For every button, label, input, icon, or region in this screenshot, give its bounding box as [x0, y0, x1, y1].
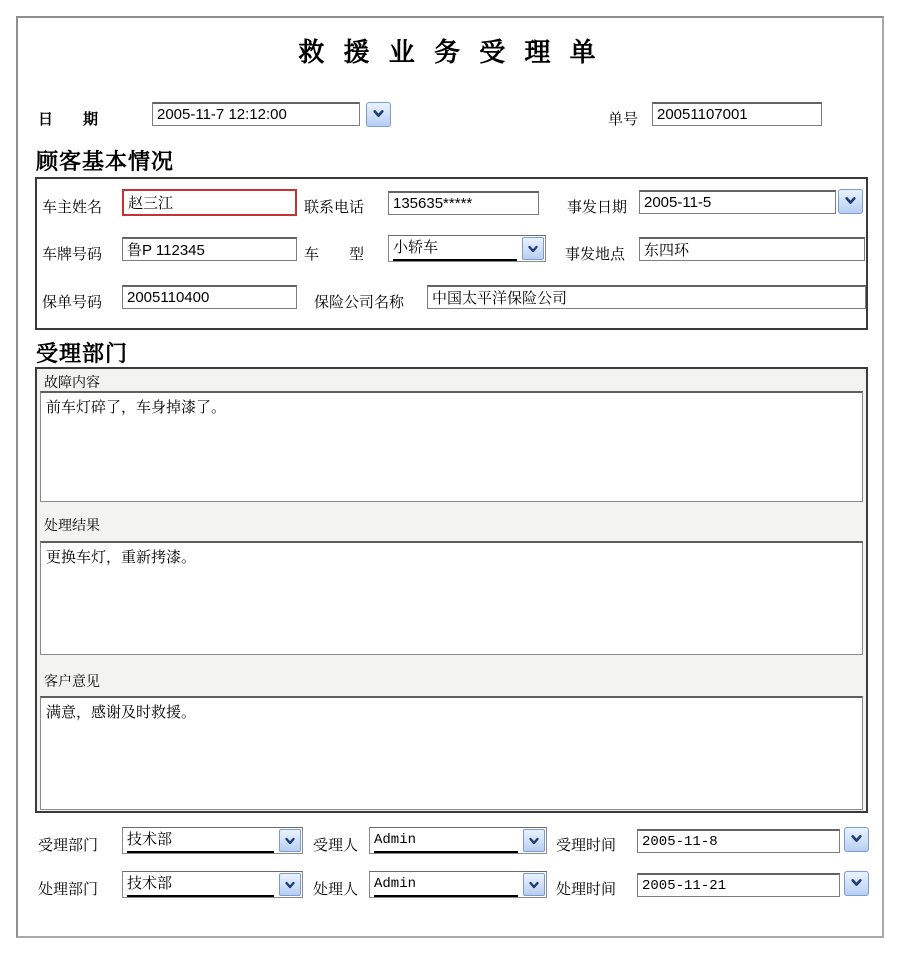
acceptor-value: Admin	[374, 829, 518, 853]
process-dept-select[interactable]	[122, 871, 303, 898]
customer-feedback-textarea[interactable]	[40, 696, 863, 810]
handle-result-textarea[interactable]	[40, 541, 863, 655]
vehicle-type-value: 小轿车	[393, 237, 517, 261]
process-time-dropdown-button[interactable]	[844, 871, 869, 896]
chevron-down-icon	[850, 876, 863, 892]
incident-date-label: 事发日期	[567, 199, 628, 216]
process-time-input[interactable]	[637, 873, 840, 897]
chevron-down-icon	[523, 873, 545, 896]
accept-dept-select[interactable]	[122, 827, 303, 854]
vehicle-type-label: 车 型	[304, 246, 365, 263]
accept-time-label: 受理时间	[556, 837, 617, 854]
owner-name-label: 车主姓名	[42, 199, 103, 216]
processor-select[interactable]	[369, 871, 547, 898]
acceptor-select[interactable]	[369, 827, 547, 854]
order-no-label: 单号	[608, 111, 639, 128]
accept-time-input[interactable]	[637, 829, 840, 853]
acceptance-section-heading: 受理部门	[36, 341, 129, 366]
incident-place-label: 事发地点	[565, 246, 626, 263]
chevron-down-icon	[279, 829, 301, 852]
chevron-down-icon	[522, 237, 544, 260]
processor-value: Admin	[374, 873, 518, 897]
chevron-down-icon	[279, 873, 301, 896]
incident-date-input[interactable]	[639, 190, 836, 214]
phone-input[interactable]	[388, 191, 539, 215]
handle-result-label: 处理结果	[44, 517, 100, 533]
customer-feedback-label: 客户意见	[44, 673, 100, 689]
date-input[interactable]	[152, 102, 360, 126]
date-dropdown-button[interactable]	[366, 102, 391, 127]
accept-dept-label: 受理部门	[38, 837, 99, 854]
accept-time-dropdown-button[interactable]	[844, 827, 869, 852]
insurer-label: 保险公司名称	[314, 294, 405, 311]
acceptor-label: 受理人	[313, 837, 359, 854]
plate-no-input[interactable]	[122, 237, 297, 261]
fault-content-textarea[interactable]	[40, 391, 863, 502]
policy-no-input[interactable]	[122, 285, 297, 309]
vehicle-type-select[interactable]	[388, 235, 546, 262]
customer-section-heading: 顾客基本情况	[36, 149, 175, 174]
insurer-input[interactable]	[427, 285, 866, 309]
chevron-down-icon	[844, 194, 857, 210]
policy-no-label: 保单号码	[42, 294, 103, 311]
date-label: 日 期	[38, 111, 99, 128]
owner-name-input[interactable]	[122, 189, 297, 216]
process-dept-label: 处理部门	[38, 881, 99, 898]
phone-label: 联系电话	[304, 199, 365, 216]
chevron-down-icon	[372, 107, 385, 123]
fault-content-label: 故障内容	[44, 374, 100, 390]
incident-date-dropdown-button[interactable]	[838, 189, 863, 214]
plate-no-label: 车牌号码	[42, 246, 103, 263]
process-dept-value: 技术部	[127, 873, 274, 897]
order-no-input[interactable]	[652, 102, 822, 126]
incident-place-input[interactable]	[639, 237, 865, 261]
chevron-down-icon	[850, 832, 863, 848]
chevron-down-icon	[523, 829, 545, 852]
form-title: 救 援 业 务 受 理 单	[298, 37, 602, 67]
accept-dept-value: 技术部	[127, 829, 274, 853]
process-time-label: 处理时间	[556, 881, 617, 898]
processor-label: 处理人	[313, 881, 359, 898]
